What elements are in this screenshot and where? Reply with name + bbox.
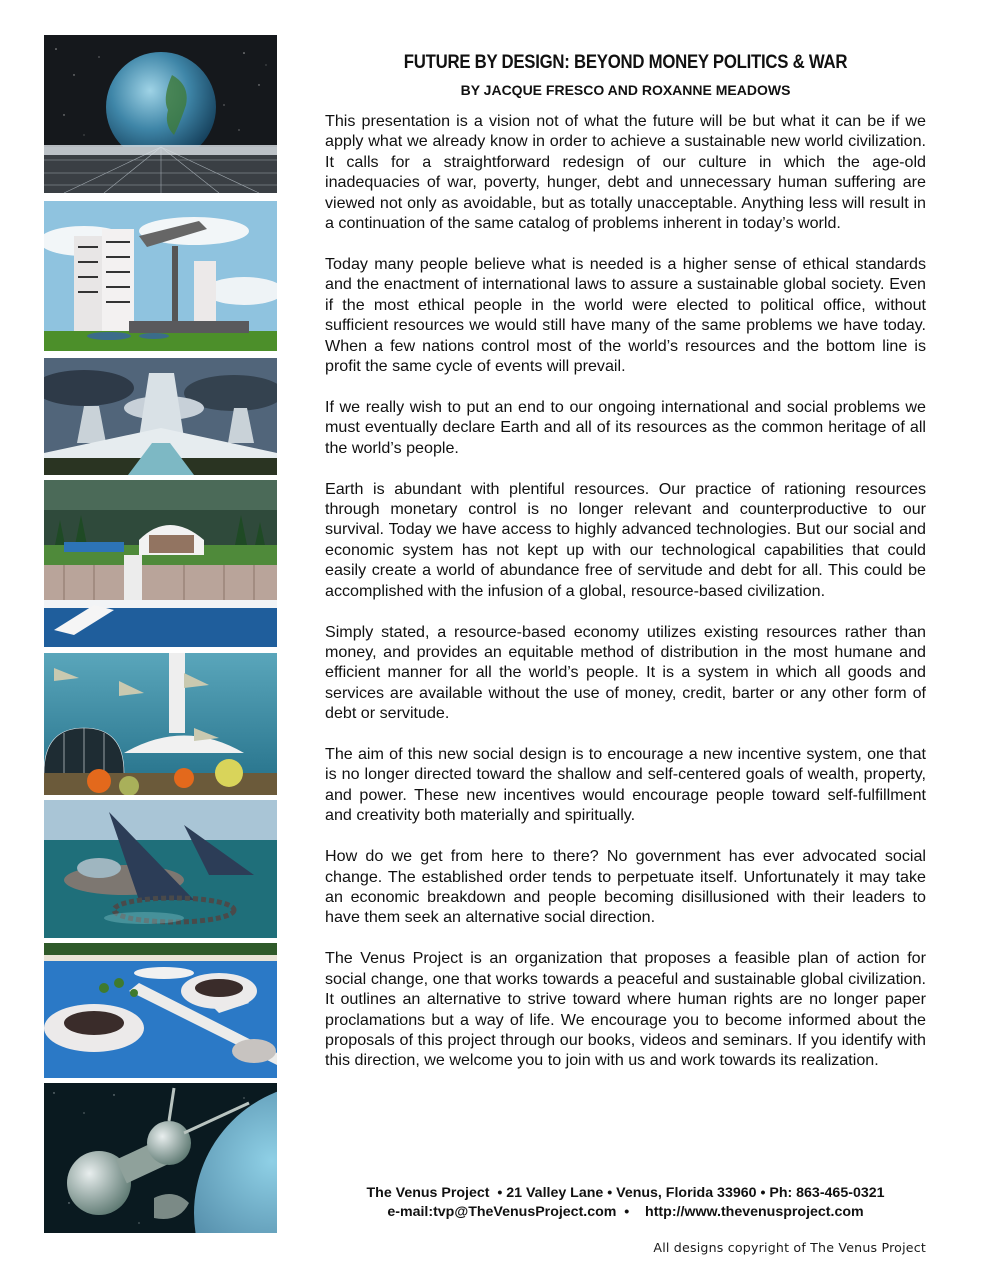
dome-islands-illustration <box>44 943 277 1078</box>
paragraph: Earth is abundant with plentiful resources. Our practice of rationing resources through monetary control is no longer relevant and counterproductive to our survival. Today we have access to highly advanced technologies. But our social and economic system has not kept up with our technological capabilities that could easily create a world of abundance free of servitude and debt for all. This could be accomplished with the infusion of a global, resource-based civilization. <box>325 479 926 600</box>
image-space-station <box>44 1083 277 1233</box>
paragraph: How do we get from here to there? No government has ever advocated social change. The established order tends to perpetuate itself. Unfortunately it may take an economic breakdown and people becoming disillusioned with their leaders to have them seek an alternative social direction. <box>325 847 926 927</box>
paragraph: The aim of this new social design is to encourage a new incentive system, one that is no longer directed toward the shallow and self-centered goals of wealth, property, and power. These new incentives would encourage people toward self-fulfillment and creativity both materially and spiritually. <box>325 745 926 825</box>
paragraph: If we really wish to put an end to our ongoing international and social problems we must eventually declare Earth and all of its resources as the common heritage of all the world’s people. <box>325 397 926 457</box>
paragraph: The Venus Project is an organization that proposes a feasible plan of action for social change, one that works towards a peaceful and sustainable global civilization. It outlines an alternative to strive toward where human rights are no longer paper proclamations but a way of life. We encourage you to become informed about the proposals of this project through our books, videos and seminars. If you identify with this direction, we welcome you to join with us and work towards its realization. <box>325 949 926 1070</box>
image-earth-globe <box>44 35 277 193</box>
article <box>325 50 926 1071</box>
space-station-illustration <box>44 1083 277 1233</box>
image-dome-islands <box>44 943 277 1078</box>
contact-block <box>325 1184 926 1222</box>
floating-sail-city-illustration <box>44 800 277 938</box>
copyright-notice: All designs copyright of The Venus Project <box>653 1240 926 1255</box>
cathedral-towers-illustration <box>44 358 277 475</box>
image-cathedral-towers <box>44 358 277 475</box>
contact-address-line: The Venus Project • 21 Valley Lane • Venus, Florida 33960 • Ph: 863-465-0321 <box>366 1185 885 1201</box>
paragraph: Simply stated, a resource-based economy utilizes existing resources rather than money, and provides an equitable method of distribution in the most humane and efficient manner for all the world’s people. It is a system in which all goods and services are available without the use of money, credit, barter or any other form of debt or servitude. <box>325 622 926 723</box>
image-underwater-city <box>44 653 277 795</box>
contact-web-line: e-mail:tvp@TheVenusProject.com • http://www.thevenusproject.com <box>387 1204 864 1220</box>
clifftop-house-illustration <box>44 480 277 647</box>
image-floating-sail-city <box>44 800 277 938</box>
earth-globe-illustration <box>44 35 277 193</box>
image-clifftop-house <box>44 480 277 647</box>
tower-buildings-illustration <box>44 201 277 351</box>
image-tower-buildings <box>44 201 277 351</box>
paragraph: This presentation is a vision not of what the future will be but what it can be if we apply what we already know in order to achieve a sustainable new world civilization. It calls for a straightforward redesign of our culture in which the age-old inadequacies of war, poverty, hunger, debt and unnecessary human suffering are viewed not only as avoidable, but as totally unacceptable. Anything less will result in a continuation of the same catalog of problems inherent in today’s world. <box>325 112 926 233</box>
document-title: FUTURE BY DESIGN: BEYOND MONEY POLITICS & WAR <box>403 51 848 73</box>
document-byline: BY JACQUE FRESCO AND ROXANNE MEADOWS <box>460 82 791 98</box>
paragraph: Today many people believe what is needed is a higher sense of ethical standards and the enactment of international laws to assure a sustainable global society. Even if the most ethical people in the world were elected to political office, without sufficient resources we would still have many of the same problems we have today. When a few nations control most of the world’s resources and the bottom line is profit the same cycle of events will prevail. <box>325 254 926 375</box>
underwater-city-illustration <box>44 653 277 795</box>
